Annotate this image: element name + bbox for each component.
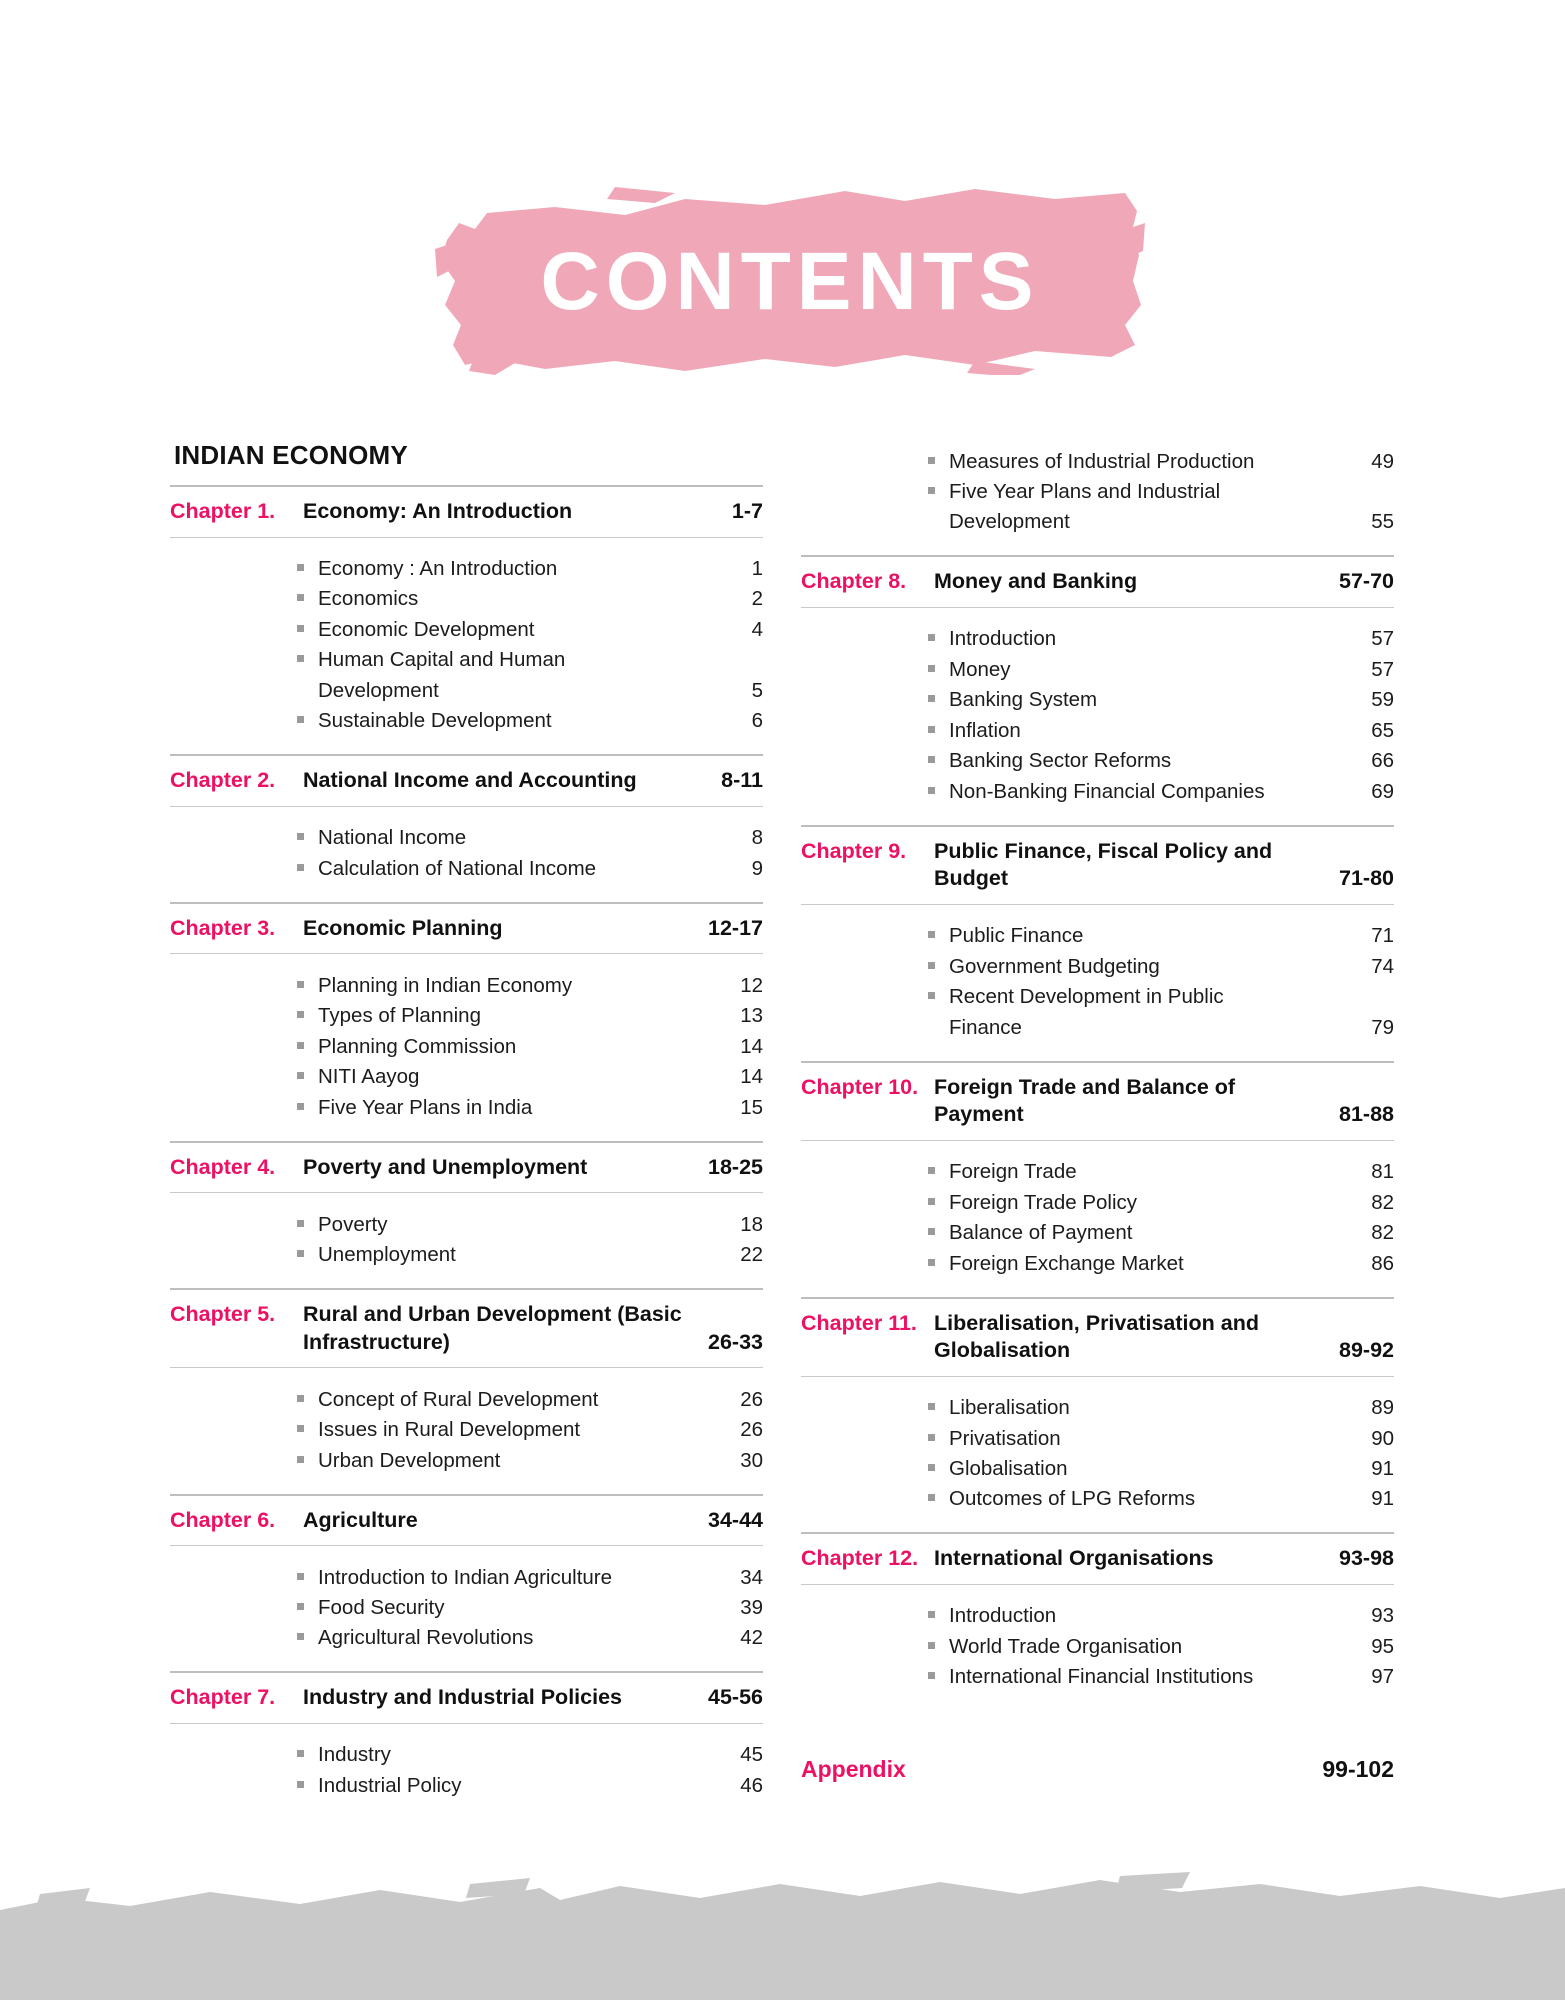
topic-row[interactable] [170, 1240, 763, 1270]
topic-page-number: 86 [1371, 1251, 1394, 1275]
chapter-page-range: 8-11 [721, 768, 763, 793]
chapter-heading[interactable] [170, 1673, 763, 1723]
topic-page-number: 34 [740, 1565, 763, 1589]
topic-list [801, 905, 1394, 1061]
chapter-number-label: Chapter 5. [170, 1302, 276, 1327]
chapter-number-label: Chapter 7. [170, 1685, 276, 1710]
bullet-square-icon [297, 1603, 304, 1610]
topic-page-number: 49 [1371, 449, 1394, 473]
topic-page-number: 2 [751, 587, 763, 611]
bullet-square-icon [928, 1494, 935, 1501]
topic-page-number: 13 [740, 1004, 763, 1028]
topic-label: Government Budgeting [949, 954, 1160, 978]
topic-label: Five Year Plans in India [318, 1095, 533, 1119]
appendix-label: Appendix [801, 1756, 906, 1783]
chapter-number-label: Chapter 10. [801, 1074, 919, 1099]
chapter-number-label: Chapter 2. [170, 768, 276, 793]
topic-row[interactable] [801, 715, 1394, 745]
chapter-title: Public Finance, Fiscal Policy and Budget [934, 838, 1273, 891]
topic-row[interactable] [170, 645, 763, 675]
topic-row[interactable] [170, 1062, 763, 1092]
bullet-square-icon [928, 1611, 935, 1618]
topic-page-number: 18 [740, 1212, 763, 1236]
chapter-page-range: 1-7 [731, 499, 763, 523]
chapter-number-label: Chapter 9. [801, 838, 907, 863]
chapter-page-range: 45-56 [708, 1685, 763, 1710]
topic-label: Introduction [949, 1604, 1057, 1628]
bullet-square-icon [928, 1403, 935, 1410]
topic-label: Unemployment [318, 1243, 456, 1267]
chapter-heading[interactable] [801, 1534, 1394, 1584]
chapter-block [170, 1671, 763, 1818]
bullet-square-icon [297, 1456, 304, 1463]
topic-label: Planning Commission [318, 1034, 517, 1058]
chapter-page-range: 57-70 [1339, 569, 1394, 594]
topic-label: Money [949, 657, 1011, 681]
chapter-title: Poverty and Unemployment [303, 1154, 588, 1179]
topic-list [801, 608, 1394, 825]
topic-page-number: 91 [1371, 1487, 1394, 1511]
bullet-square-icon [928, 665, 935, 672]
bullet-square-icon [297, 1072, 304, 1079]
topic-label: Non-Banking Financial Companies [949, 779, 1265, 803]
chapter-block [170, 485, 763, 754]
topic-page-number: 74 [1371, 954, 1394, 978]
topic-row[interactable] [170, 1740, 763, 1770]
bullet-square-icon [297, 1220, 304, 1227]
topic-row[interactable] [801, 1631, 1394, 1661]
bullet-square-icon [297, 1011, 304, 1018]
chapter-title: Industry and Industrial Policies [303, 1685, 622, 1710]
chapter-heading[interactable] [801, 827, 1394, 904]
chapter-title: Economic Planning [303, 915, 503, 940]
chapter-page-range: 18-25 [708, 1154, 763, 1179]
topic-label: Industrial Policy [318, 1773, 462, 1797]
topic-label: World Trade Organisation [949, 1634, 1183, 1658]
chapter-title: Agriculture [303, 1507, 418, 1532]
bullet-square-icon [297, 1042, 304, 1049]
topic-label: Finance [949, 1015, 1022, 1039]
topic-page-number: 6 [751, 709, 763, 733]
topic-page-number: 46 [740, 1773, 763, 1797]
bullet-square-icon [928, 695, 935, 702]
chapter-number-label: Chapter 3. [170, 915, 276, 940]
topic-label: Calculation of National Income [318, 856, 597, 880]
topic-list [170, 1193, 763, 1288]
topic-label: Concept of Rural Development [318, 1387, 599, 1411]
topic-page-number: 82 [1371, 1221, 1394, 1245]
chapter-title: National Income and Accounting [303, 768, 637, 793]
topic-page-number: 8 [751, 826, 763, 850]
topic-list [801, 1585, 1394, 1710]
topic-row[interactable] [801, 476, 1394, 506]
chapter-page-range: 89-92 [1339, 1338, 1394, 1363]
bullet-square-icon [928, 1259, 935, 1266]
topic-page-number: 39 [740, 1596, 763, 1620]
bullet-square-icon [297, 1250, 304, 1257]
topic-row[interactable] [801, 921, 1394, 951]
contents-columns [0, 430, 1565, 1819]
topic-page-number: 5 [751, 678, 763, 702]
topic-row[interactable] [801, 1187, 1394, 1217]
topic-row[interactable] [801, 1157, 1394, 1187]
topic-label: Inflation [949, 718, 1021, 742]
bullet-square-icon [297, 1750, 304, 1757]
chapter-number-label: Chapter 11. [801, 1310, 917, 1335]
topic-page-number: 26 [740, 1418, 763, 1442]
topic-page-number: 12 [740, 973, 763, 997]
chapter-number-label: Chapter 4. [170, 1154, 276, 1179]
chapter-block [170, 902, 763, 1141]
chapter-heading[interactable] [170, 487, 763, 537]
bullet-square-icon [928, 634, 935, 641]
topic-row[interactable] [801, 1484, 1394, 1514]
topic-page-number: 82 [1371, 1190, 1394, 1214]
topic-label: Outcomes of LPG Reforms [949, 1487, 1196, 1511]
topic-row[interactable] [801, 1218, 1394, 1248]
topic-row[interactable] [170, 1445, 763, 1475]
topic-row[interactable] [170, 823, 763, 853]
topic-list [801, 1141, 1394, 1297]
topic-label: Liberalisation [949, 1396, 1070, 1420]
chapter-page-range: 12-17 [708, 915, 763, 940]
chapter-number-label: Chapter 1. [170, 499, 276, 523]
topic-label: Five Year Plans and Industrial [949, 479, 1221, 503]
appendix-entry[interactable] [801, 1756, 1394, 1783]
bullet-square-icon [297, 1633, 304, 1640]
bullet-square-icon [928, 931, 935, 938]
chapter-heading[interactable] [170, 1290, 763, 1367]
topic-page-number: 57 [1371, 657, 1394, 681]
chapter-page-range: 71-80 [1339, 866, 1394, 891]
topic-label: NITI Aayog [318, 1065, 420, 1089]
topic-row[interactable] [801, 1601, 1394, 1631]
topic-page-number: 71 [1371, 924, 1394, 948]
topic-label: Privatisation [949, 1426, 1061, 1450]
topic-label: Introduction to Indian Agriculture [318, 1565, 613, 1589]
topic-page-number: 55 [1371, 510, 1394, 534]
bullet-square-icon [928, 1672, 935, 1679]
chapter-title: Rural and Urban Development (Basic Infrastructure) [303, 1302, 682, 1354]
topic-row[interactable] [170, 970, 763, 1000]
chapter-heading[interactable] [801, 557, 1394, 607]
chapter-block [801, 1297, 1394, 1533]
left-column [170, 430, 763, 1819]
bullet-square-icon [297, 864, 304, 871]
topic-page-number: 59 [1371, 688, 1394, 712]
topic-row[interactable] [801, 1423, 1394, 1453]
topic-label: Foreign Trade Policy [949, 1190, 1138, 1214]
bullet-square-icon [928, 1198, 935, 1205]
topic-row[interactable] [170, 1415, 763, 1445]
topic-page-number: 66 [1371, 749, 1394, 773]
chapter-title: Money and Banking [934, 569, 1138, 594]
topic-row[interactable] [801, 624, 1394, 654]
topic-row[interactable] [801, 776, 1394, 806]
topic-row[interactable] [801, 982, 1394, 1012]
chapter-title: International Organisations [934, 1546, 1214, 1571]
topic-row[interactable] [170, 614, 763, 644]
right-chapter-list [801, 555, 1394, 1710]
topic-list [801, 1377, 1394, 1533]
right-column [801, 430, 1394, 1819]
topic-label: Foreign Trade [949, 1160, 1077, 1184]
topic-label: Balance of Payment [949, 1221, 1133, 1245]
chapter-heading[interactable] [170, 1496, 763, 1546]
topic-label: Issues in Rural Development [318, 1418, 581, 1442]
topic-label: Measures of Industrial Production [949, 449, 1255, 473]
chapter-page-range: 26-33 [708, 1329, 763, 1354]
chapter-page-range: 93-98 [1339, 1546, 1394, 1571]
appendix-pages: 99-102 [1322, 1756, 1394, 1783]
bullet-square-icon [928, 1642, 935, 1649]
topic-label: Economy : An Introduction [318, 557, 558, 581]
topic-page-number: 65 [1371, 718, 1394, 742]
topic-row[interactable] [170, 1001, 763, 1031]
topic-row[interactable] [801, 1248, 1394, 1278]
bullet-square-icon [297, 1573, 304, 1580]
bullet-square-icon [297, 716, 304, 723]
topic-page-number: 97 [1371, 1665, 1394, 1689]
chapter-block [170, 1494, 763, 1672]
topic-row[interactable] [801, 1393, 1394, 1423]
topic-row[interactable] [801, 446, 1394, 476]
topic-row[interactable] [170, 853, 763, 883]
bullet-square-icon [297, 1781, 304, 1788]
page-title: CONTENTS [540, 236, 1040, 327]
topic-label: Industry [318, 1743, 391, 1767]
topic-label: Types of Planning [318, 1004, 481, 1028]
chapter-block [801, 1532, 1394, 1710]
topic-row[interactable] [801, 685, 1394, 715]
bullet-square-icon [297, 1103, 304, 1110]
topic-row[interactable] [170, 1384, 763, 1414]
topic-row[interactable] [170, 1770, 763, 1800]
bullet-square-icon [928, 992, 935, 999]
bullet-square-icon [928, 1464, 935, 1471]
left-chapter-list [170, 485, 763, 1819]
chapter-heading[interactable] [801, 1063, 1394, 1140]
topic-label: Public Finance [949, 924, 1084, 948]
topic-list [170, 1546, 763, 1671]
chapter-number-label: Chapter 12. [801, 1546, 919, 1571]
topic-label: Sustainable Development [318, 709, 552, 733]
topic-row[interactable] [170, 675, 763, 705]
topic-row[interactable] [801, 746, 1394, 776]
topic-label: Economics [318, 587, 419, 611]
bullet-square-icon [928, 726, 935, 733]
topic-row[interactable] [801, 507, 1394, 537]
bottom-decoration-band [0, 1870, 1565, 2000]
topic-row[interactable] [170, 584, 763, 614]
bullet-square-icon [928, 487, 935, 494]
chapter-heading[interactable] [170, 756, 763, 806]
chapter-block [801, 555, 1394, 824]
topic-label: International Financial Institutions [949, 1665, 1254, 1689]
chapter-block [801, 825, 1394, 1061]
topic-list [801, 430, 1394, 555]
topic-list [170, 1368, 763, 1493]
chapter-page-range: 81-88 [1339, 1102, 1394, 1127]
topic-page-number: 14 [740, 1034, 763, 1058]
topic-page-number: 89 [1371, 1396, 1394, 1420]
chapter-block [170, 754, 763, 901]
topic-page-number: 69 [1371, 779, 1394, 803]
topic-page-number: 1 [751, 557, 763, 581]
bullet-square-icon [297, 1395, 304, 1402]
topic-row[interactable] [801, 1454, 1394, 1484]
topic-label: Food Security [318, 1596, 445, 1620]
bullet-square-icon [297, 833, 304, 840]
topic-page-number: 26 [740, 1387, 763, 1411]
topic-label: Introduction [949, 627, 1057, 651]
chapter-title: Liberalisation, Privatisation and Globalisation [934, 1310, 1259, 1363]
topic-row[interactable] [170, 706, 763, 736]
chapter-block [170, 1288, 763, 1493]
topic-list [170, 954, 763, 1140]
topic-list [170, 807, 763, 902]
topic-row[interactable] [170, 1593, 763, 1623]
chapter-number-label: Chapter 6. [170, 1507, 276, 1532]
bullet-square-icon [928, 962, 935, 969]
topic-row[interactable] [801, 1012, 1394, 1042]
topic-row[interactable] [801, 1662, 1394, 1692]
bullet-square-icon [297, 564, 304, 571]
bullet-square-icon [928, 756, 935, 763]
bullet-square-icon [928, 787, 935, 794]
chapter-block [170, 1141, 763, 1288]
topic-label: National Income [318, 826, 467, 850]
chapter-block [801, 1061, 1394, 1297]
section-title: INDIAN ECONOMY [174, 440, 408, 470]
topic-label: Planning in Indian Economy [318, 973, 573, 997]
topic-page-number: 93 [1371, 1604, 1394, 1628]
topic-page-number: 15 [740, 1095, 763, 1119]
chapter-title: Foreign Trade and Balance of Payment [934, 1074, 1236, 1127]
chapter-title: Economy: An Introduction [303, 499, 573, 523]
topic-list [170, 538, 763, 755]
topic-label: Foreign Exchange Market [949, 1251, 1184, 1275]
topic-row[interactable] [170, 554, 763, 584]
topic-page-number: 57 [1371, 627, 1394, 651]
chapter-number-label: Chapter 8. [801, 569, 907, 594]
topic-page-number: 9 [751, 856, 763, 880]
bullet-square-icon [297, 1425, 304, 1432]
topic-row[interactable] [170, 1562, 763, 1592]
topic-label: Human Capital and Human [318, 648, 566, 672]
contents-header [0, 0, 1565, 420]
topic-row[interactable] [170, 1092, 763, 1122]
topic-label: Globalisation [949, 1457, 1068, 1481]
topic-label: Banking Sector Reforms [949, 749, 1172, 773]
bullet-square-icon [297, 655, 304, 662]
bullet-square-icon [297, 625, 304, 632]
topic-page-number: 79 [1371, 1015, 1394, 1039]
topic-label: Urban Development [318, 1448, 501, 1472]
topic-page-number: 90 [1371, 1426, 1394, 1450]
topic-row[interactable] [801, 951, 1394, 981]
topic-page-number: 14 [740, 1065, 763, 1089]
topic-row[interactable] [170, 1031, 763, 1061]
topic-page-number: 81 [1371, 1160, 1394, 1184]
topic-label: Economic Development [318, 617, 535, 641]
topic-label: Development [949, 510, 1070, 534]
topic-page-number: 22 [740, 1243, 763, 1267]
topic-label: Recent Development in Public [949, 985, 1224, 1009]
topic-list [170, 1724, 763, 1819]
bullet-square-icon [297, 594, 304, 601]
topic-row[interactable] [170, 1623, 763, 1653]
bullet-square-icon [928, 1434, 935, 1441]
continued-topics [801, 430, 1394, 555]
bullet-square-icon [297, 981, 304, 988]
topic-label: Agricultural Revolutions [318, 1626, 534, 1650]
bullet-square-icon [928, 457, 935, 464]
chapter-heading[interactable] [170, 904, 763, 954]
topic-label: Poverty [318, 1212, 388, 1236]
topic-label: Development [318, 678, 439, 702]
topic-page-number: 95 [1371, 1634, 1394, 1658]
topic-row[interactable] [801, 654, 1394, 684]
topic-page-number: 42 [740, 1626, 763, 1650]
topic-label: Banking System [949, 688, 1098, 712]
topic-page-number: 91 [1371, 1457, 1394, 1481]
bullet-square-icon [928, 1167, 935, 1174]
topic-page-number: 30 [740, 1448, 763, 1472]
chapter-heading[interactable] [170, 1143, 763, 1193]
topic-row[interactable] [170, 1209, 763, 1239]
bullet-square-icon [928, 1228, 935, 1235]
topic-page-number: 4 [751, 617, 763, 641]
chapter-heading[interactable] [801, 1299, 1394, 1376]
chapter-page-range: 34-44 [708, 1507, 763, 1532]
topic-page-number: 45 [740, 1743, 763, 1767]
